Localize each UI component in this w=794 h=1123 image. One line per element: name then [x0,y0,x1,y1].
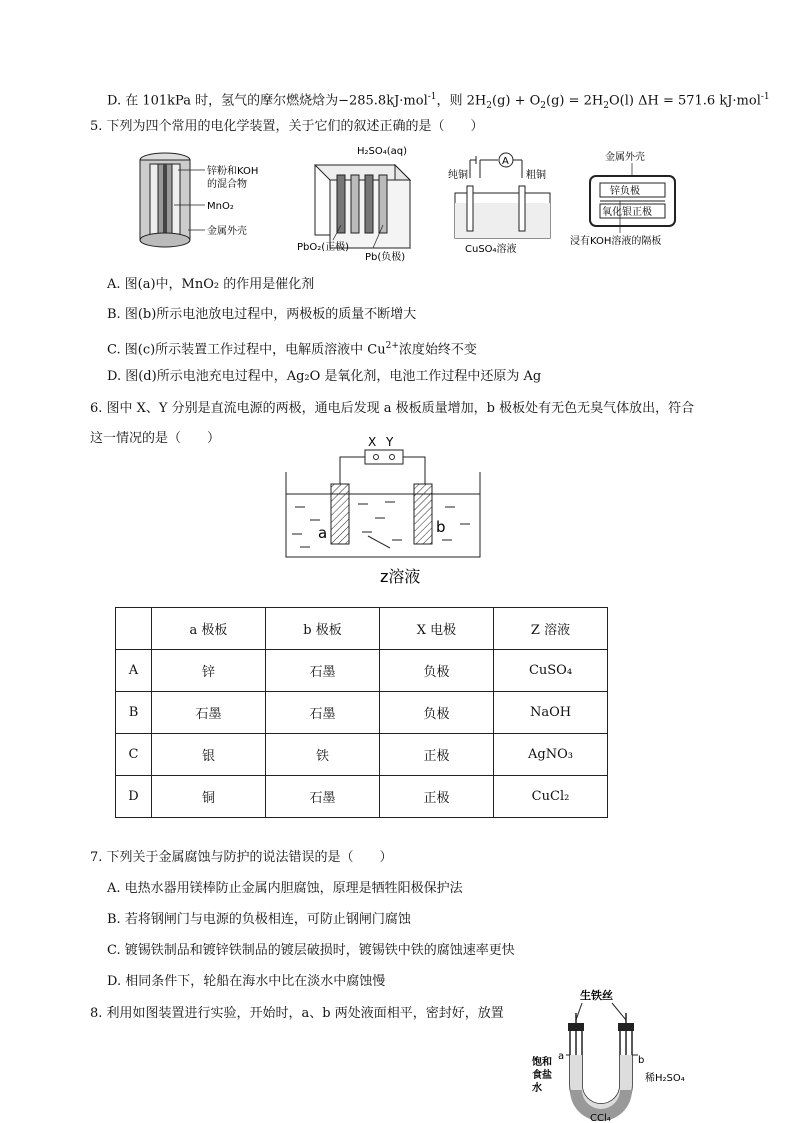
table-cell: 石墨 [266,650,380,692]
table-cell: B [116,692,152,734]
fig8-label-b: b [638,1055,645,1066]
q5-figure-c [440,148,565,258]
q6-stem-line2: 这一情况的是（ ） [90,431,221,446]
q7-stem: 7. 下列关于金属腐蚀与防护的说法错误的是（ ） [90,850,393,865]
fig6-label-x: X [368,435,377,449]
table-cell: CuCl₂ [494,776,608,818]
table-cell: 石墨 [152,692,266,734]
table-row [116,692,608,734]
q8-u-tube-figure [530,985,710,1123]
table-cell: 石墨 [266,776,380,818]
table-cell: 银 [152,734,266,776]
fig-c-label-solution: CuSO₄溶液 [465,244,517,255]
fig-d-label-shell: 金属外壳 [605,152,645,163]
fig-c-label-crude: 粗铜 [526,170,546,181]
q4-option-d: D. 在 101kPa 时，氢气的摩尔燃烧焓为−285.8kJ·mol$^{-1}$，则 $2H_2(g) + O_2(g) = 2H_2O(l) \Delta H = 571.6$ kJ·mol$^{-1}$ [107,92,770,111]
table-header-cell: a 极板 [152,608,266,650]
q7-option-c: C. 镀锡铁制品和镀锌铁制品的镀层破损时，镀锡铁中铁的腐蚀速率更快 [107,943,515,958]
fig8-label-a: a [558,1051,565,1062]
q7-option-a: A. 电热水器用镁棒防止金属内胆腐蚀，原理是牺牲阳极保护法 [107,881,463,896]
q7-option-b: B. 若将钢闸门与电源的负极相连，可防止钢闸门腐蚀 [107,912,411,927]
table-header-cell: b 极板 [266,608,380,650]
table-header-row [116,608,608,650]
q8-stem: 8. 利用如图装置进行实验，开始时，a、b 两处液面相平，密封好，放置 [90,1006,504,1021]
fig6-label-solution: z溶液 [380,567,421,586]
table-cell: D [116,776,152,818]
table-header-cell: Z 溶液 [494,608,608,650]
fig-a-label-shell: 金属外壳 [207,226,247,237]
fig8-label-brine2: 食盐 [532,1070,552,1081]
fig8-label-wire: 生铁丝 [580,989,613,1002]
q5-figure-d [570,148,710,258]
table-row [116,734,608,776]
q5-figure-b [295,140,420,265]
table-cell: 正极 [380,776,494,818]
fig-b-label-pb: Pb(负极) [365,252,406,263]
table-cell: CuSO₄ [494,650,608,692]
table-header-cell: X 电极 [380,608,494,650]
table-header-cell [116,608,152,650]
fig-d-label-zn: 锌负极 [610,186,640,197]
fig-d-label-separator: 浸有KOH溶液的隔板 [570,236,662,247]
fig-b-label-pbo2: PbO₂(正极) [297,242,350,253]
q5-option-c: C. 图(c)所示装置工作过程中，电解质溶液中 $Cu^{2+}$浓度始终不变 [107,341,477,358]
table-cell: 负极 [380,650,494,692]
table-cell: 锌 [152,650,266,692]
fig-c-label-pure: 纯铜 [448,170,468,181]
table-cell: C [116,734,152,776]
q5-option-a: A. 图(a)中，MnO₂ 的作用是催化剂 [107,277,315,292]
table-cell: 石墨 [266,692,380,734]
q6-answer-table [115,607,608,818]
table-cell: 铜 [152,776,266,818]
q6-stem-line1: 6. 图中 X、Y 分别是直流电源的两极，通电后发现 a 极板质量增加，b 极板处有无色无臭气体放出，符合 [90,401,695,416]
fig-a-label-zinc: 锌粉和KOH [207,166,259,177]
fig6-label-y: Y [386,435,394,449]
fig8-label-brine3: 水 [532,1083,542,1094]
fig-b-label-acid: H₂SO₄(aq) [357,146,408,157]
table-row [116,776,608,818]
fig-a-label-mno2: MnO₂ [207,201,234,212]
table-cell: 正极 [380,734,494,776]
table-cell: 铁 [266,734,380,776]
table-cell: 负极 [380,692,494,734]
fig-d-label-ag2o: 氧化银正极 [602,207,652,218]
q7-option-d: D. 相同条件下，轮船在海水中比在淡水中腐蚀慢 [107,974,386,989]
fig8-label-acid: 稀H₂SO₄ [645,1073,685,1084]
table-cell: NaOH [494,692,608,734]
table-cell: A [116,650,152,692]
table-row [116,650,608,692]
table-cell: AgNO₃ [494,734,608,776]
q5-stem: 5. 下列为四个常用的电化学装置，关于它们的叙述正确的是（ ） [90,119,484,134]
fig6-label-b: b [436,518,446,536]
q5-figure-a [130,150,290,255]
fig-a-label-mix: 的混合物 [207,179,247,190]
q5-option-d: D. 图(d)所示电池充电过程中，Ag₂O 是氧化剂，电池工作过程中还原为 Ag [107,369,542,384]
q5-option-b: B. 图(b)所示电池放电过程中，两极板的质量不断增大 [107,307,417,322]
fig6-label-a: a [318,524,328,542]
fig-c-ammeter: A [502,156,509,167]
fig8-label-ccl4: CCl₄ [590,1113,611,1123]
q6-electrolysis-figure [280,432,490,592]
fig8-label-brine1: 饱和 [532,1057,552,1068]
